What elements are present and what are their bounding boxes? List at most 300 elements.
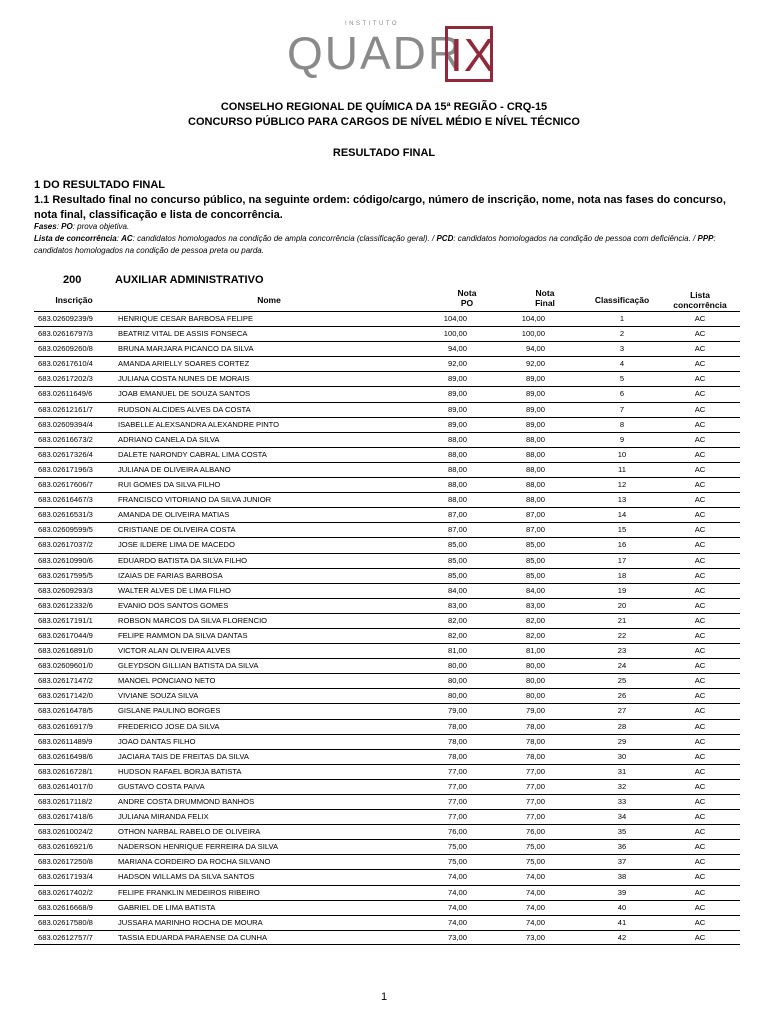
cell-nota-final: 85,00: [525, 555, 545, 565]
cell-inscricao: 683.02617191/1: [38, 615, 93, 625]
cell-nota-final: 74,00: [525, 902, 545, 912]
cell-lista: AC: [694, 404, 706, 414]
cell-nota-final: 88,00: [525, 434, 545, 444]
cell-nota-final: 94,00: [525, 344, 545, 354]
cell-lista: AC: [694, 630, 706, 640]
cell-inscricao: 683.02616467/3: [38, 495, 93, 505]
cell-nome: MANOEL PONCIANO NETO: [118, 676, 216, 686]
results-table: [34, 311, 740, 945]
cell-nota-final: 89,00: [525, 404, 545, 414]
cell-nome: TASSIA EDUARDA PARAENSE DA CUNHA: [118, 932, 268, 942]
cell-nome: AMANDA DE OLIVEIRA MATIAS: [118, 510, 230, 520]
cell-nota-final: 80,00: [525, 676, 545, 686]
cell-lista: AC: [694, 464, 706, 474]
cell-lista: AC: [694, 797, 706, 806]
cell-inscricao: 683.02609599/5: [38, 525, 93, 535]
cell-nota-final: 78,00: [525, 721, 545, 731]
cell-nota-po: 74,00: [447, 917, 467, 927]
cell-nota-po: 88,00: [447, 434, 467, 444]
cell-nota-final: 85,00: [525, 570, 545, 580]
cell-nome: JULIANA DE OLIVEIRA ALBANO: [118, 464, 231, 474]
cell-nota-po: 87,00: [447, 525, 467, 535]
table-row: [34, 688, 740, 703]
cell-inscricao: 683.02609239/9: [38, 314, 93, 323]
cell-nota-po: 81,00: [447, 646, 467, 656]
cell-nota-po: 77,00: [447, 797, 467, 806]
cell-inscricao: 683.02612161/7: [38, 404, 93, 414]
cell-inscricao: 683.02609394/4: [38, 419, 93, 429]
cell-nota-final: 87,00: [525, 525, 545, 535]
cell-nota-po: 82,00: [447, 615, 467, 625]
cell-classificacao: 18: [617, 570, 627, 580]
cell-lista: AC: [694, 887, 706, 897]
cell-classificacao: 33: [617, 797, 627, 806]
cell-inscricao: 683.02609601/0: [38, 661, 93, 671]
cell-nome: HUDSON RAFAEL BORJA BATISTA: [118, 766, 242, 776]
cell-nota-po: 84,00: [447, 585, 467, 595]
cell-lista: AC: [694, 812, 706, 822]
cell-lista: AC: [694, 676, 706, 686]
cell-inscricao: 683.02617118/2: [38, 797, 93, 806]
cell-nota-po: 89,00: [447, 374, 467, 384]
cell-nome: FREDERICO JOSE DA SILVA: [118, 721, 220, 731]
header-lista: Lista concorrência: [673, 290, 727, 310]
cell-nota-final: 80,00: [525, 661, 545, 671]
cell-nota-po: 78,00: [447, 751, 467, 761]
cell-inscricao: 683.02617606/7: [38, 480, 93, 490]
cell-nota-final: 100,00: [521, 329, 545, 339]
table-row: [34, 869, 740, 884]
table-row: [34, 885, 740, 900]
table-row: [34, 628, 740, 643]
cell-nota-final: 104,00: [521, 314, 545, 323]
cell-inscricao: 683.02616478/5: [38, 706, 93, 716]
cell-nota-final: 88,00: [525, 480, 545, 490]
header-nome: Nome: [257, 295, 281, 305]
cell-classificacao: 6: [619, 389, 625, 399]
cell-inscricao: 683.02616921/6: [38, 842, 93, 852]
cell-nome: VICTOR ALAN OLIVEIRA ALVES: [118, 646, 231, 656]
cell-nome: GABRIEL DE LIMA BATISTA: [118, 902, 216, 912]
cell-nota-po: 79,00: [447, 706, 467, 716]
cell-classificacao: 24: [617, 661, 627, 671]
table-row: [34, 900, 740, 915]
cell-lista: AC: [694, 540, 706, 550]
cell-inscricao: 683.02617196/3: [38, 464, 93, 474]
cell-nota-final: 74,00: [525, 872, 545, 882]
cell-inscricao: 683.02609293/3: [38, 585, 93, 595]
cell-nome: BEATRIZ VITAL DE ASSIS FONSECA: [118, 329, 248, 339]
cell-nota-final: 75,00: [525, 857, 545, 867]
cell-nota-final: 89,00: [525, 374, 545, 384]
cell-nome: JULIANA COSTA NUNES DE MORAIS: [118, 374, 250, 384]
cell-nota-final: 81,00: [525, 646, 545, 656]
cell-lista: AC: [694, 570, 706, 580]
cargo-name: AUXILIAR ADMINISTRATIVO: [115, 274, 264, 286]
cell-lista: AC: [694, 691, 706, 701]
cell-nota-po: 75,00: [447, 842, 467, 852]
cell-lista: AC: [694, 555, 706, 565]
cell-nota-po: 78,00: [447, 721, 467, 731]
cell-nome: JOAB EMANUEL DE SOUZA SANTOS: [118, 389, 251, 399]
cell-inscricao: 683.02617193/4: [38, 872, 93, 882]
cell-inscricao: 683.02617610/4: [38, 359, 93, 369]
cell-nota-po: 85,00: [447, 555, 467, 565]
cell-lista: AC: [694, 902, 706, 912]
cell-classificacao: 30: [617, 751, 627, 761]
cell-nome: FRANCISCO VITORIANO DA SILVA JUNIOR: [118, 495, 272, 505]
cell-nota-po: 73,00: [447, 932, 467, 942]
cell-nota-final: 79,00: [525, 706, 545, 716]
cell-classificacao: 5: [619, 374, 625, 384]
header-inscricao: Inscrição: [55, 295, 93, 305]
cell-lista: AC: [694, 646, 706, 656]
cell-classificacao: 16: [617, 540, 627, 550]
note-fases-label: Fases: [34, 222, 57, 231]
cell-classificacao: 15: [617, 525, 627, 535]
cell-lista: AC: [694, 615, 706, 625]
cell-classificacao: 2: [619, 329, 625, 339]
cell-lista: AC: [694, 585, 706, 595]
table-row: [34, 854, 740, 869]
cell-lista: AC: [694, 359, 706, 369]
cell-inscricao: 683.02617044/9: [38, 630, 93, 640]
cell-classificacao: 36: [617, 842, 627, 852]
header-line-2: CONCURSO PÚBLICO PARA CARGOS DE NÍVEL MÉDIO E NÍVEL TÉCNICO: [188, 116, 580, 128]
cell-nome: RUI GOMES DA SILVA FILHO: [118, 480, 221, 490]
cell-classificacao: 1: [619, 314, 625, 323]
table-row: [34, 462, 740, 477]
cell-classificacao: 7: [619, 404, 625, 414]
cell-classificacao: 17: [617, 555, 627, 565]
cell-lista: AC: [694, 344, 706, 354]
table-row: [34, 583, 740, 598]
cell-lista: AC: [694, 932, 706, 942]
cell-classificacao: 12: [617, 480, 627, 490]
cell-inscricao: 683.02616891/0: [38, 646, 93, 656]
cell-nome: ISABELLE ALEXSANDRA ALEXANDRE PINTO: [118, 419, 280, 429]
table-row: [34, 326, 740, 341]
table-row: [34, 839, 740, 854]
cell-nota-final: 82,00: [525, 615, 545, 625]
cell-nome: GLEYDSON GILLIAN BATISTA DA SILVA: [118, 661, 259, 671]
cell-lista: AC: [694, 495, 706, 505]
logo-quadr-text: QUADR: [287, 27, 464, 79]
cell-nome: JACIARA TAIS DE FREITAS DA SILVA: [118, 751, 249, 761]
logo-ix-mark: [445, 26, 496, 82]
cell-lista: AC: [694, 314, 706, 323]
cell-lista: AC: [694, 389, 706, 399]
quadrix-logo: [287, 20, 497, 82]
cell-nota-final: 78,00: [525, 736, 545, 746]
cell-classificacao: 9: [619, 434, 625, 444]
cell-lista: AC: [694, 706, 706, 716]
cell-nota-final: 76,00: [525, 827, 545, 837]
cell-lista: AC: [694, 525, 706, 535]
cell-nota-po: 78,00: [447, 736, 467, 746]
cell-nome: DALETE NARONDY CABRAL LIMA COSTA: [118, 449, 267, 459]
cell-inscricao: 683.02611489/9: [38, 736, 93, 746]
cell-classificacao: 27: [617, 706, 627, 716]
logo-ix-text: IX: [450, 29, 496, 81]
table-row: [34, 779, 740, 794]
cell-inscricao: 683.02616498/6: [38, 751, 93, 761]
cell-inscricao: 683.02617326/4: [38, 449, 93, 459]
cell-nota-po: 80,00: [447, 676, 467, 686]
cell-lista: AC: [694, 842, 706, 852]
cell-lista: AC: [694, 872, 706, 882]
cell-classificacao: 8: [619, 419, 625, 429]
cell-inscricao: 683.02616728/1: [38, 766, 93, 776]
cell-nota-po: 87,00: [447, 510, 467, 520]
page-title: RESULTADO FINAL: [332, 147, 436, 159]
cell-nota-po: 88,00: [447, 495, 467, 505]
table-row: [34, 613, 740, 628]
cell-inscricao: 683.02616797/3: [38, 329, 93, 339]
cell-inscricao: 683.02617595/5: [38, 570, 93, 580]
cell-lista: AC: [694, 917, 706, 927]
header-nota-final: Nota Final: [535, 288, 555, 308]
table-row: [34, 794, 740, 809]
cell-lista: AC: [694, 419, 706, 429]
table-row: [34, 371, 740, 386]
cell-nota-po: 88,00: [447, 449, 467, 459]
cell-nota-po: 74,00: [447, 887, 467, 897]
cell-nota-po: 74,00: [447, 902, 467, 912]
table-row: [34, 930, 740, 945]
cell-lista: AC: [694, 434, 706, 444]
cell-classificacao: 40: [617, 902, 627, 912]
cell-nome: VIVIANE SOUZA SILVA: [118, 691, 199, 701]
table-row: [34, 356, 740, 371]
cell-nota-po: 82,00: [447, 630, 467, 640]
cell-lista: AC: [694, 449, 706, 459]
table-row: [34, 417, 740, 432]
cell-nome: IZAIAS DE FARIAS BARBOSA: [118, 570, 223, 580]
cell-nome: ROBSON MARCOS DA SILVA FLORENCIO: [118, 615, 268, 625]
cell-nome: GUSTAVO COSTA PAIVA: [118, 781, 205, 791]
cell-nota-po: 89,00: [447, 389, 467, 399]
note-fases: Fases: PO: prova objetiva.: [34, 222, 130, 231]
cell-nota-final: 78,00: [525, 751, 545, 761]
cell-inscricao: 683.02617037/2: [38, 540, 93, 550]
cell-nota-final: 87,00: [525, 510, 545, 520]
table-row: [34, 643, 740, 658]
cell-nota-final: 75,00: [525, 842, 545, 852]
cell-classificacao: 3: [619, 344, 625, 354]
cell-nota-final: 82,00: [525, 630, 545, 640]
cell-nome: CRISTIANE DE OLIVEIRA COSTA: [118, 525, 236, 535]
cell-nota-final: 77,00: [525, 766, 545, 776]
table-row: [34, 598, 740, 613]
cell-nota-po: 94,00: [447, 344, 467, 354]
cell-nota-po: 77,00: [447, 812, 467, 822]
table-row: [34, 492, 740, 507]
table-header: [34, 288, 740, 311]
cell-inscricao: 683.02617142/0: [38, 691, 93, 701]
table-row: [34, 568, 740, 583]
cell-nota-final: 88,00: [525, 495, 545, 505]
cell-nota-final: 80,00: [525, 691, 545, 701]
header-nota-po: Nota PO: [457, 288, 477, 308]
table-row: [34, 658, 740, 673]
cell-classificacao: 39: [617, 887, 627, 897]
logo-instituto-text: INSTITUTO: [345, 21, 400, 27]
cell-classificacao: 22: [617, 630, 627, 640]
cell-lista: AC: [694, 751, 706, 761]
cell-nota-final: 77,00: [525, 812, 545, 822]
cell-nome: FELIPE FRANKLIN MEDEIROS RIBEIRO: [118, 887, 260, 897]
cell-inscricao: 683.02616668/9: [38, 902, 93, 912]
cell-inscricao: 683.02614017/0: [38, 781, 93, 791]
cell-nota-po: 88,00: [447, 464, 467, 474]
section-heading: 1 DO RESULTADO FINAL: [34, 179, 165, 191]
cell-nota-po: 104,00: [443, 314, 467, 323]
cell-nota-final: 89,00: [525, 389, 545, 399]
cell-nome: JOSE ILDERE LIMA DE MACEDO: [118, 540, 235, 550]
cell-nota-po: 89,00: [447, 419, 467, 429]
cell-nome: ANDRE COSTA DRUMMOND BANHOS: [118, 797, 255, 806]
table-row: [34, 341, 740, 356]
cell-classificacao: 21: [617, 615, 627, 625]
cell-lista: AC: [694, 329, 706, 339]
section-text: 1.1 Resultado final no concurso público, na seguinte ordem: código/cargo, número de inscrição, nome, nota nas fases do concurso, nota final, classificação e lista de concorrência.: [34, 194, 726, 221]
cell-nota-final: 92,00: [525, 359, 545, 369]
cell-nota-final: 88,00: [525, 449, 545, 459]
cell-nome: MARIANA CORDEIRO DA ROCHA SILVANO: [118, 857, 271, 867]
cell-lista: AC: [694, 721, 706, 731]
table-row: [34, 432, 740, 447]
cell-lista: AC: [694, 827, 706, 837]
cell-inscricao: 683.02617147/2: [38, 676, 93, 686]
header-classificacao: Classificação: [594, 295, 650, 305]
cell-classificacao: 11: [618, 464, 626, 474]
cell-nota-po: 89,00: [447, 404, 467, 414]
table-row: [34, 311, 740, 326]
cell-nota-po: 76,00: [447, 827, 467, 837]
cell-inscricao: 683.02617580/8: [38, 917, 93, 927]
table-row: [34, 402, 740, 417]
header-line-1: CONSELHO REGIONAL DE QUÍMICA DA 15ª REGIÃO - CRQ-15: [220, 101, 548, 113]
cell-nota-po: 77,00: [447, 781, 467, 791]
cell-classificacao: 20: [617, 600, 627, 610]
cell-nota-po: 85,00: [447, 570, 467, 580]
cell-nota-po: 77,00: [447, 766, 467, 776]
cell-nome: NADERSON HENRIQUE FERREIRA DA SILVA: [118, 842, 279, 852]
table-row: [34, 537, 740, 552]
cell-nome: AMANDA ARIELLY SOARES CORTEZ: [118, 359, 250, 369]
cell-inscricao: 683.02617250/8: [38, 857, 93, 867]
cell-lista: AC: [694, 766, 706, 776]
cell-lista: AC: [694, 510, 706, 520]
cell-nome: GISLANE PAULINO BORGES: [118, 706, 221, 716]
page-number: 1: [380, 991, 388, 1003]
cell-inscricao: 683.02616531/3: [38, 510, 93, 520]
cell-inscricao: 683.02612332/6: [38, 600, 93, 610]
cell-nome: JULIANA MIRANDA FELIX: [118, 812, 209, 822]
cell-inscricao: 683.02617402/2: [38, 887, 93, 897]
cell-inscricao: 683.02616917/9: [38, 721, 93, 731]
cell-classificacao: 38: [617, 872, 627, 882]
table-row: [34, 824, 740, 839]
cell-nota-final: 83,00: [525, 600, 545, 610]
cell-classificacao: 35: [617, 827, 627, 837]
cell-classificacao: 25: [617, 676, 627, 686]
cargo-code: 200: [63, 274, 82, 286]
table-row: [34, 734, 740, 749]
table-row: [34, 673, 740, 688]
table-row: [34, 522, 740, 537]
cell-classificacao: 13: [617, 495, 627, 505]
cell-nota-po: 88,00: [447, 480, 467, 490]
cell-nota-final: 84,00: [525, 585, 545, 595]
cell-inscricao: 683.02610990/6: [38, 555, 93, 565]
cell-nome: RUDSON ALCIDES ALVES DA COSTA: [118, 404, 251, 414]
cell-nome: HENRIQUE CESAR BARBOSA FELIPE: [118, 314, 254, 323]
table-row: [34, 719, 740, 734]
cell-inscricao: 683.02617418/6: [38, 812, 93, 822]
cell-nome: EVANIO DOS SANTOS GOMES: [118, 600, 229, 610]
cell-lista: AC: [694, 480, 706, 490]
cell-nota-po: 75,00: [447, 857, 467, 867]
cell-classificacao: 34: [617, 812, 627, 822]
table-row: [34, 553, 740, 568]
cell-lista: AC: [694, 781, 706, 791]
cell-classificacao: 14: [617, 510, 627, 520]
cell-inscricao: 683.02617202/3: [38, 374, 93, 384]
table-row: [34, 386, 740, 401]
cell-nome: OTHON NARBAL RABELO DE OLIVEIRA: [118, 827, 261, 837]
cell-nota-po: 74,00: [447, 872, 467, 882]
cell-nota-final: 88,00: [525, 464, 545, 474]
cell-classificacao: 42: [617, 932, 627, 942]
cell-nome: EDUARDO BATISTA DA SILVA FILHO: [118, 555, 247, 565]
cell-classificacao: 23: [617, 646, 627, 656]
cell-nota-po: 100,00: [443, 329, 467, 339]
table-row: [34, 507, 740, 522]
table-row: [34, 477, 740, 492]
cell-nota-final: 77,00: [525, 797, 545, 806]
cell-classificacao: 28: [617, 721, 627, 731]
cell-classificacao: 10: [617, 449, 627, 459]
note-po-label: PO: [61, 222, 73, 231]
table-row: [34, 447, 740, 462]
cell-nome: FELIPE RAMMON DA SILVA DANTAS: [118, 630, 248, 640]
cell-nota-po: 92,00: [447, 359, 467, 369]
cell-nome: BRUNA MARJARA PICANCO DA SILVA: [118, 344, 254, 354]
cell-classificacao: 19: [617, 585, 627, 595]
table-row: [34, 749, 740, 764]
cell-lista: AC: [694, 736, 706, 746]
cell-nome: WALTER ALVES DE LIMA FILHO: [118, 585, 231, 595]
cell-classificacao: 26: [617, 691, 627, 701]
cell-nota-final: 77,00: [525, 781, 545, 791]
cell-nota-po: 80,00: [447, 691, 467, 701]
cell-lista: AC: [694, 661, 706, 671]
cell-classificacao: 41: [617, 917, 627, 927]
cell-nota-final: 89,00: [525, 419, 545, 429]
cell-nota-po: 85,00: [447, 540, 467, 550]
cell-lista: AC: [694, 857, 706, 867]
note-lista-label: Lista de concorrência: [34, 234, 117, 243]
cell-inscricao: 683.02616673/2: [38, 434, 93, 444]
cell-classificacao: 31: [617, 766, 627, 776]
cell-nota-final: 73,00: [525, 932, 545, 942]
cell-inscricao: 683.02609260/8: [38, 344, 93, 354]
cell-inscricao: 683.02611649/6: [38, 389, 93, 399]
cell-inscricao: 683.02610024/2: [38, 827, 93, 837]
cell-nome: JOAO DANTAS FILHO: [118, 736, 196, 746]
